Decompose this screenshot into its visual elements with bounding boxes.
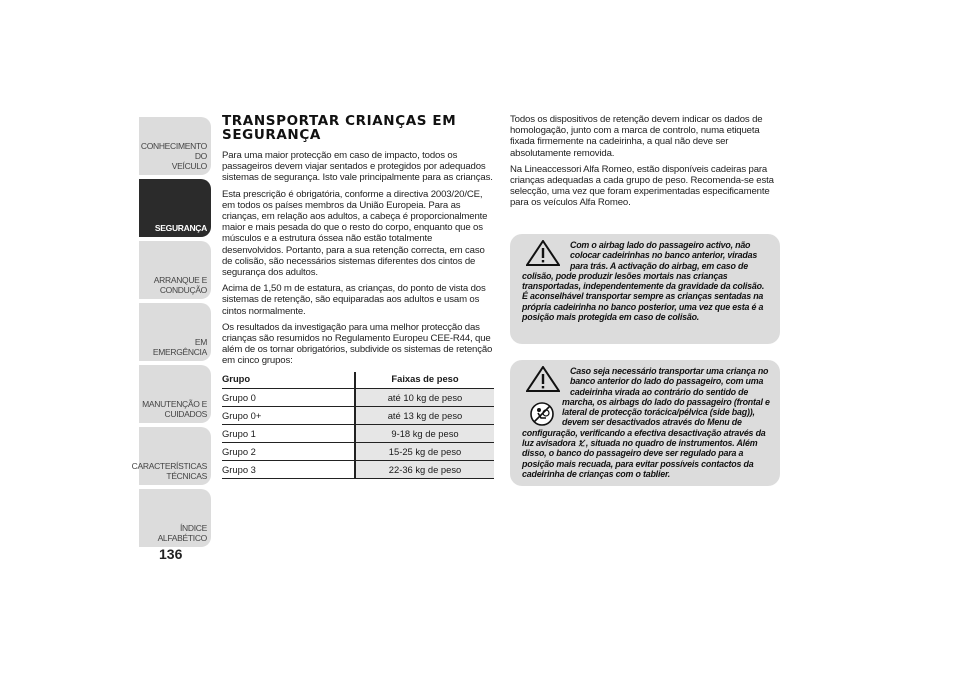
weight-groups-table [222,372,494,479]
tab-label: EM EMERGÊNCIA [152,337,207,357]
table-row [222,460,494,478]
paragraph: Acima de 1,50 m de estatura, as crianças, do ponto de vista dos sistemas de retenção, são equiparadas aos adultos e usam os cintos normalmente. [222,283,486,317]
warning-box-airbag [510,234,780,344]
group-cell: Grupo 0+ [222,406,355,424]
table-header-row [222,372,494,389]
paragraph: Para uma maior protecção em caso de impacto, todos os passageiros devem viajar sentados e protegidos por adequados sistemas de segurança. Isto vale principalmente para as crianças. [222,150,493,184]
weight-cell: 22-36 kg de peso [355,460,494,478]
chapter-sidebar [131,117,211,551]
table-row [222,406,494,424]
tab-arranque-e-conducao[interactable] [139,241,211,299]
weight-cell: até 10 kg de peso [355,388,494,406]
weight-cell: até 13 kg de peso [355,406,494,424]
section-title: TRANSPORTAR CRIANÇAS EM SEGURANÇA [222,113,457,143]
passenger-airbag-off-icon [530,402,554,426]
page-number: 136 [159,546,183,562]
tab-indice-alfabetico[interactable] [139,489,211,547]
tab-label: ÍNDICE ALFABÉTICO [157,523,207,543]
tab-caracteristicas-tecnicas[interactable] [131,427,211,485]
warning-triangle-icon [526,366,560,392]
tab-em-emergencia[interactable] [139,303,211,361]
warning-box-child-seat [510,360,780,486]
tab-label: SEGURANÇA [154,223,207,233]
paragraph: Todos os dispositivos de retenção devem indicar os dados de homologação, junto com a marca de controlo, numa etiqueta fixada firmemente na cadeirinha, a qual não deve ser absolutamente removida. [510,114,763,159]
weight-cell: 9-18 kg de peso [355,424,494,442]
tab-label: CONHECIMENTO DO VEÍCULO [140,141,207,171]
tab-label: MANUTENÇÃO E CUIDADOS [142,399,207,419]
tab-seguranca[interactable] [139,179,211,237]
group-cell: Grupo 0 [222,388,355,406]
tab-label: CARACTERÍSTICAS TÉCNICAS [131,461,207,481]
airbag-indicator-icon [578,439,586,447]
table-row [222,424,494,442]
weight-cell: 15-25 kg de peso [355,442,494,460]
warning-text-part: , situada no quadro de instrumentos. Além disso, o banco do passageiro deve ser regulado para a posição mais recuada, para evitar possíveis contactos da cadeirinha de crianças com o tablier. [522,438,758,479]
warning-text-part: Caso seja necessário transportar uma criança no banco anterior do lado do passageiro, com uma cadeirinha virada ao contrário do sentido de marcha, os airbags do lado do passageiro (frontal e lateral de protecção torácica/pélvica (side bag)), devem ser desactivados através do Menu de configuração, verificando a efectiva desactivação através da luz avisadora [522,366,770,449]
tab-conhecimento-do-veiculo[interactable] [139,117,211,175]
paragraph: Os resultados da investigação para uma melhor protecção das crianças são resumidos no Regulamento Europeu CEE-R44, que além de os tornar obrigatórios, subdivide os sistemas de retenção em cinco grupos: [222,321,493,367]
column-header-weight: Faixas de peso [391,372,459,384]
warning-text: Com o airbag lado do passageiro activo, não colocar cadeirinhas no banco anterior, viradas para trás. A activação do airbag, em caso de colisão, pode produzir lesões mortais nas crianças transportadas, independentemente da gravidade da colisão. É aconselhável transportar sempre as crianças sentadas na própria cadeirinha no banco posterior, uma vez que esta é a posição mais protegida em caso de colisão. [522,240,765,323]
group-cell: Grupo 1 [222,424,355,442]
right-column [510,114,780,214]
paragraph: Esta prescrição é obrigatória, conforme a directiva 2003/20/CE, em todos os países membros da União Europeia. Para as crianças, em relação aos adultos, a cabeça é proporcionalmente maior e mais pesada do que o resto do corpo, enquanto que os músculos e a estrutura óssea não estão totalmente desenvolvidos. Portanto, para a sua retenção correcta, em caso de colisão, são necessários sistemas diferentes dos cintos de segurança dos adultos. [222,188,488,279]
warning-triangle-icon [526,240,560,266]
tab-label: ARRANQUE E CONDUÇÃO [153,275,207,295]
group-cell: Grupo 2 [222,442,355,460]
group-cell: Grupo 3 [222,460,355,478]
table-row [222,442,494,460]
paragraph: Na Lineaccessori Alfa Romeo, estão disponíveis cadeiras para crianças adequadas a cada grupo de peso. Recomenda-se esta selecção, uma vez que foram experimentadas especificamente para os veículos Alfa Romeo. [510,163,774,209]
column-header-group: Grupo [222,372,355,389]
left-column [222,114,494,479]
tab-manutencao-e-cuidados[interactable] [139,365,211,423]
table-row [222,388,494,406]
